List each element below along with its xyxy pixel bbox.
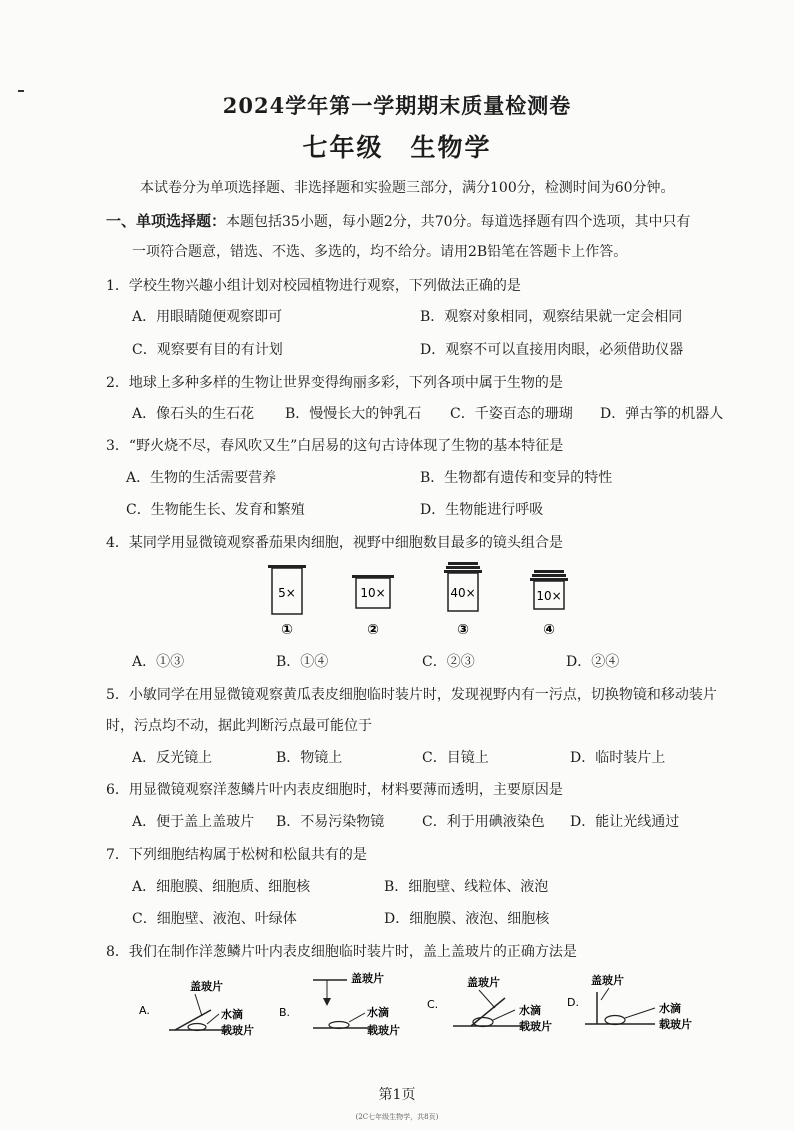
- q4-option-b: B．①④: [276, 654, 329, 670]
- q8-diagram-b: [279, 971, 400, 1037]
- q7-option-b: B．细胞壁、线粒体、液泡: [384, 879, 549, 895]
- q8-diagram-c: [427, 975, 552, 1033]
- q8-c-slide-label: 载玻片: [519, 1020, 552, 1033]
- q8-c-drop-pointer: [493, 1010, 515, 1020]
- q8-coverslip-figure: [135, 968, 695, 1046]
- q8-a-drop-pointer: [207, 1014, 219, 1024]
- q8-a-drop-label: 水滴: [221, 1008, 243, 1021]
- q8-stem: 8．我们在制作洋葱鳞片叶内表皮细胞临时装片时，盖上盖玻片的正确方法是: [106, 944, 577, 960]
- q8-a-letter: A.: [139, 1004, 150, 1017]
- q1-option-c: C．观察要有目的有计划: [132, 342, 283, 358]
- q8-d-letter: D.: [567, 996, 579, 1009]
- q1-option-a: A．用眼睛随便观察即可: [132, 309, 283, 325]
- q8-b-slide-label: 载玻片: [367, 1024, 400, 1037]
- q3-stem: 3．“野火烧不尽，春风吹又生”白居易的这句古诗体现了生物的基本特征是: [106, 438, 564, 454]
- lens-4-objective: [530, 570, 568, 638]
- q1-option-b: B．观察对象相同，观察结果就一定会相同: [420, 309, 683, 325]
- section1-instruction-text: 本题包括35小题，每小题2分，共70分。每道选择题有四个选项，其中只有: [226, 214, 691, 230]
- q8-d-water-drop: [605, 1016, 625, 1025]
- q6-option-a: A．便于盖上盖玻片: [132, 814, 255, 830]
- lens-1-number: ①: [281, 622, 293, 638]
- q8-d-drop-pointer: [625, 1008, 655, 1018]
- lens-4-magnification: 10×: [536, 589, 562, 603]
- q4-stem: 4．某同学用显微镜观察番茄果肉细胞，视野中细胞数目最多的镜头组合是: [106, 535, 563, 551]
- q8-b-drop-pointer: [349, 1013, 365, 1022]
- lens-2-number: ②: [367, 622, 379, 638]
- q6-option-d: D．能让光线通过: [570, 814, 680, 830]
- q6-stem: 6．用显微镜观察洋葱鳞片叶内表皮细胞时，材料要薄而透明，主要原因是: [106, 782, 563, 798]
- q2-option-c: C．千姿百态的珊瑚: [450, 406, 573, 422]
- q5-option-b: B．物镜上: [276, 750, 343, 766]
- q8-d-cover-label: 盖玻片: [591, 974, 624, 987]
- q8-d-slide-label: 载玻片: [659, 1018, 692, 1031]
- q5-stem-line1: 5．小敏同学在用显微镜观察黄瓜表皮细胞临时装片时，发现视野内有一污点，切换物镜和移动装片: [106, 687, 717, 703]
- q6-option-c: C．利于用碘液染色: [422, 814, 545, 830]
- q7-option-d: D．细胞膜、液泡、细胞核: [384, 911, 550, 927]
- q8-a-cover-label: 盖玻片: [190, 980, 223, 993]
- q1-option-d: D．观察不可以直接用肉眼，必须借助仪器: [420, 342, 684, 358]
- lens-2-magnification: 10×: [360, 586, 386, 600]
- q8-a-pointer: [195, 994, 202, 1016]
- q7-stem: 7．下列细胞结构属于松树和松鼠共有的是: [106, 847, 367, 863]
- q5-option-c: C．目镜上: [422, 750, 489, 766]
- page-footer-note: (2C七年级生物学，共8页): [355, 1113, 439, 1121]
- q8-c-drop-label: 水滴: [519, 1004, 541, 1017]
- lens-1-eyepiece: [268, 565, 306, 638]
- intro-text: 本试卷分为单项选择题、非选择题和实验题三部分，满分100分，检测时间为60分钟。: [140, 180, 675, 196]
- q2-option-b: B．慢慢长大的钟乳石: [285, 406, 422, 422]
- q3-option-a: A．生物的生活需要营养: [126, 470, 277, 486]
- q3-option-b: B．生物都有遗传和变异的特性: [420, 470, 613, 486]
- q8-c-pointer: [479, 990, 495, 1008]
- q8-b-letter: B.: [279, 1006, 291, 1019]
- lens-1-magnification: 5×: [278, 586, 296, 600]
- q4-option-c: C．②③: [422, 654, 475, 670]
- q8-c-cover-label: 盖玻片: [467, 976, 500, 989]
- q8-d-pointer: [601, 988, 609, 1000]
- q3-option-d: D．生物能进行呼吸: [420, 502, 544, 518]
- q2-stem: 2．地球上多种多样的生物让世界变得绚丽多彩，下列各项中属于生物的是: [106, 375, 563, 391]
- q8-c-letter: C.: [427, 998, 439, 1011]
- q5-option-d: D．临时装片上: [570, 750, 666, 766]
- q7-option-a: A．细胞膜、细胞质、细胞核: [132, 879, 311, 895]
- q8-d-drop-label: 水滴: [659, 1002, 681, 1015]
- q8-c-coverslip: [471, 998, 505, 1026]
- lens-2-eyepiece: [352, 575, 394, 638]
- section1-instruction-line2: 一项符合题意，错选、不选、多选的，均不给分。请用2B铅笔在答题卡上作答。: [132, 244, 628, 260]
- q4-lens-figure: [260, 560, 580, 642]
- q8-b-drop-label: 水滴: [367, 1006, 389, 1019]
- q4-option-d: D．②④: [566, 654, 620, 670]
- lens-4-number: ④: [543, 622, 555, 638]
- exam-title: 2024学年第一学期期末质量检测卷: [222, 93, 572, 118]
- section1-instruction-line1: [106, 210, 691, 231]
- q2-option-d: D．弹古筝的机器人: [600, 406, 724, 422]
- q7-option-c: C．细胞壁、液泡、叶绿体: [132, 911, 297, 927]
- exam-subtitle: 七年级 生物学: [302, 133, 492, 162]
- q8-b-arrowhead: [323, 998, 331, 1006]
- q8-a-slide-label: 载玻片: [221, 1024, 254, 1037]
- q8-b-cover-label: 盖玻片: [351, 972, 384, 985]
- q5-stem-line2: 时，污点均不动，据此判断污点最可能位于: [106, 718, 372, 734]
- q6-option-b: B．不易污染物镜: [276, 814, 385, 830]
- q2-option-a: A．像石头的生石花: [132, 406, 255, 422]
- q5-option-a: A．反光镜上: [132, 750, 213, 766]
- lens-3-magnification: 40×: [450, 586, 476, 600]
- q8-diagram-d: [567, 973, 692, 1031]
- q4-option-a: A．①③: [132, 654, 185, 670]
- lens-3-number: ③: [457, 622, 469, 638]
- section1-heading: 一、单项选择题：: [106, 212, 227, 230]
- lens-3-objective: [444, 562, 482, 638]
- q8-diagram-a: [139, 979, 254, 1037]
- q3-option-c: C．生物能生长、发育和繁殖: [126, 502, 305, 518]
- q1-stem: 1．学校生物兴趣小组计划对校园植物进行观察，下列做法正确的是: [106, 278, 521, 294]
- page-number: 第1页: [378, 1087, 416, 1103]
